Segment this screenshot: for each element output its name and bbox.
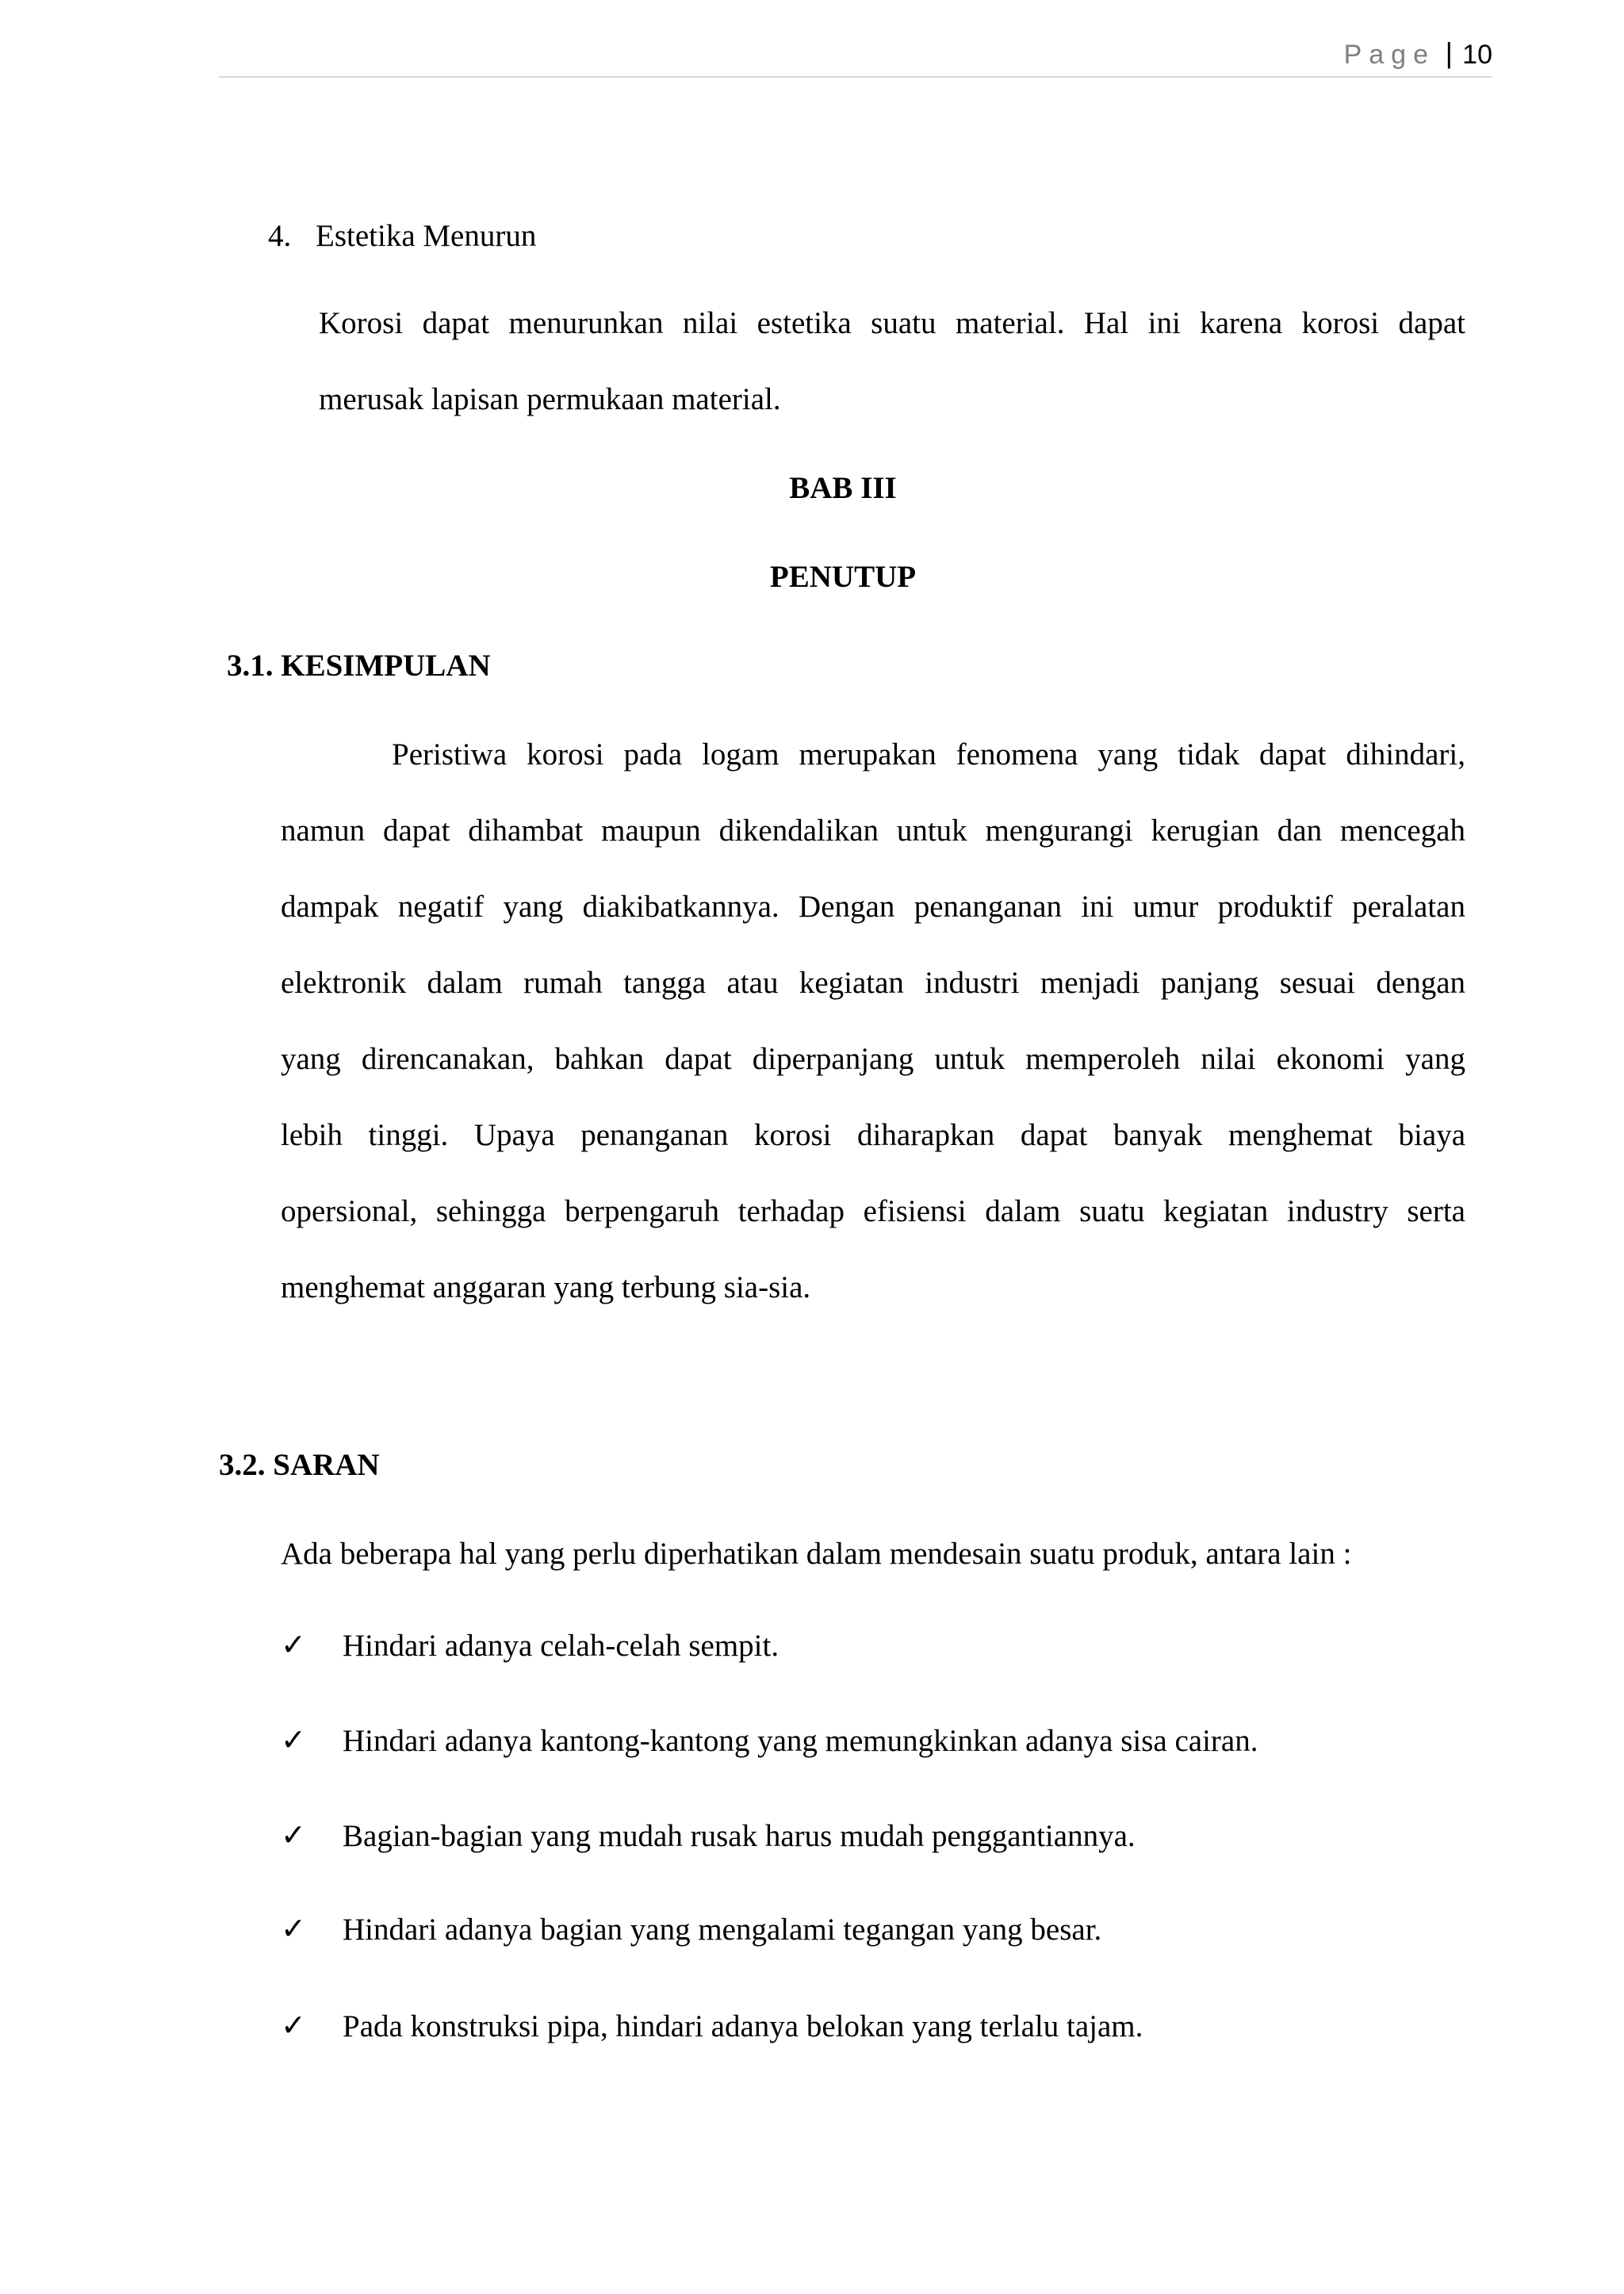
checkmark-icon: ✓ xyxy=(281,1911,306,1946)
chapter-title: BAB III xyxy=(789,471,897,505)
list-item: Hindari adanya bagian yang mengalami tegangan yang besar. xyxy=(343,1913,1102,1947)
checkmark-icon: ✓ xyxy=(281,2008,306,2043)
paragraph-line: yang direncanakan, bahkan dapat diperpanjang untuk memperoleh nilai ekonomi yang xyxy=(281,1042,1465,1076)
list-intro: Ada beberapa hal yang perlu diperhatikan dalam mendesain suatu produk, antara lain : xyxy=(281,1537,1352,1571)
list-item: Hindari adanya celah-celah sempit. xyxy=(343,1629,779,1663)
list-item: Bagian-bagian yang mudah rusak harus mudah penggantiannya. xyxy=(343,1819,1136,1853)
section-heading: 3.2. SARAN xyxy=(219,1448,380,1482)
list-item-title: Estetika Menurun xyxy=(316,219,537,253)
paragraph-line: elektronik dalam rumah tangga atau kegiatan industri menjadi panjang sesuai dengan xyxy=(281,966,1465,1000)
checkmark-icon: ✓ xyxy=(281,1722,306,1757)
paragraph-line: Peristiwa korosi pada logam merupakan fenomena yang tidak dapat dihindari, xyxy=(392,737,1465,772)
page-separator: | xyxy=(1445,36,1453,69)
paragraph-line: Korosi dapat menurunkan nilai estetika suatu material. Hal ini karena korosi dapat xyxy=(319,306,1465,340)
list-item: Pada konstruksi pipa, hindari adanya belokan yang terlalu tajam. xyxy=(343,2009,1143,2043)
checkmark-icon: ✓ xyxy=(281,1627,306,1662)
section-heading: 3.1. KESIMPULAN xyxy=(227,649,491,683)
paragraph-line: opersional, sehingga berpengaruh terhadap efisiensi dalam suatu kegiatan industry serta xyxy=(281,1194,1465,1228)
page-label: Page xyxy=(1343,40,1435,70)
paragraph-line: menghemat anggaran yang terbung sia-sia. xyxy=(281,1270,811,1304)
checkmark-icon: ✓ xyxy=(281,1817,306,1852)
list-item-number: 4. xyxy=(268,219,292,253)
paragraph-line: merusak lapisan permukaan material. xyxy=(319,382,781,416)
page-header xyxy=(219,32,1492,78)
chapter-subtitle: PENUTUP xyxy=(769,560,917,594)
paragraph-line: dampak negatif yang diakibatkannya. Dengan penanganan ini umur produktif peralatan xyxy=(281,890,1465,924)
page-number: 10 xyxy=(1462,40,1492,70)
list-item: Hindari adanya kantong-kantong yang memungkinkan adanya sisa cairan. xyxy=(343,1724,1258,1758)
paragraph-line: lebih tinggi. Upaya penanganan korosi diharapkan dapat banyak menghemat biaya xyxy=(281,1118,1465,1152)
paragraph-line: namun dapat dihambat maupun dikendalikan untuk mengurangi kerugian dan mencegah xyxy=(281,814,1465,848)
